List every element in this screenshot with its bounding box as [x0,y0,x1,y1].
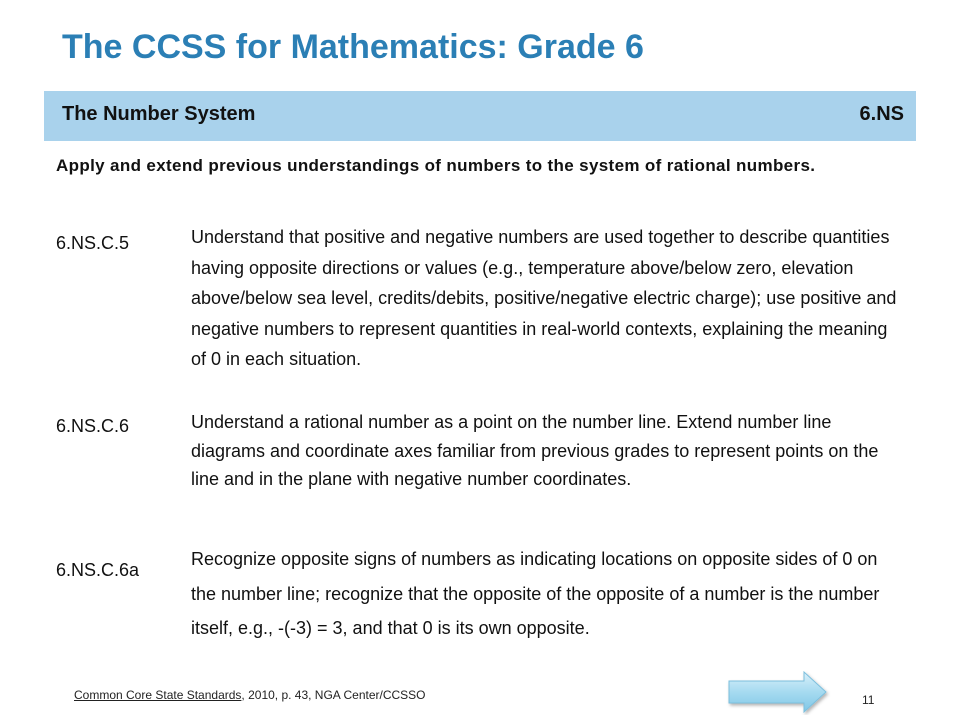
standard-text: Understand a rational number as a point on the number line. Extend number line diagrams and coordinate axes familiar from previous grades to represent points on the line and in the plane with negative number coordinates. [191,412,879,489]
standard-code: 6.NS.C.6a [56,560,140,580]
domain-title: The Number System [62,103,256,125]
next-slide-button[interactable] [726,669,832,715]
standard-code: 6.NS.C.5 [56,233,130,253]
citation-details: , 2010, p. 43, NGA Center/CCSSO [241,688,426,702]
domain-header-bar [44,91,916,141]
page-number: 11 [862,693,875,707]
cluster-heading: Apply and extend previous understandings of numbers to the system of rational numbers. [56,156,816,175]
domain-code: 6.NS [859,103,904,125]
footer-citation [74,688,426,702]
citation-link[interactable]: Common Core State Standards [74,688,242,702]
standard-text: Understand that positive and negative numbers are used together to describe quantities having opposite directions or values (e.g., temperature above/below zero, elevation above/below sea level, credits/debits, positive/negative electric charge); use positive and negative numbers to represent quantities in real-world contexts, explaining the meaning of 0 in each situation. [191,227,897,369]
standard-code: 6.NS.C.6 [56,416,130,436]
slide-title: The CCSS for Mathematics: Grade 6 [62,28,644,66]
right-arrow-icon [726,669,832,715]
standard-text: Recognize opposite signs of numbers as indicating locations on opposite sides of 0 on the number line; recognize that the opposite of the opposite of a number is the number itself, e.g., -(-3) = 3, and that 0 is its own opposite. [191,549,880,638]
